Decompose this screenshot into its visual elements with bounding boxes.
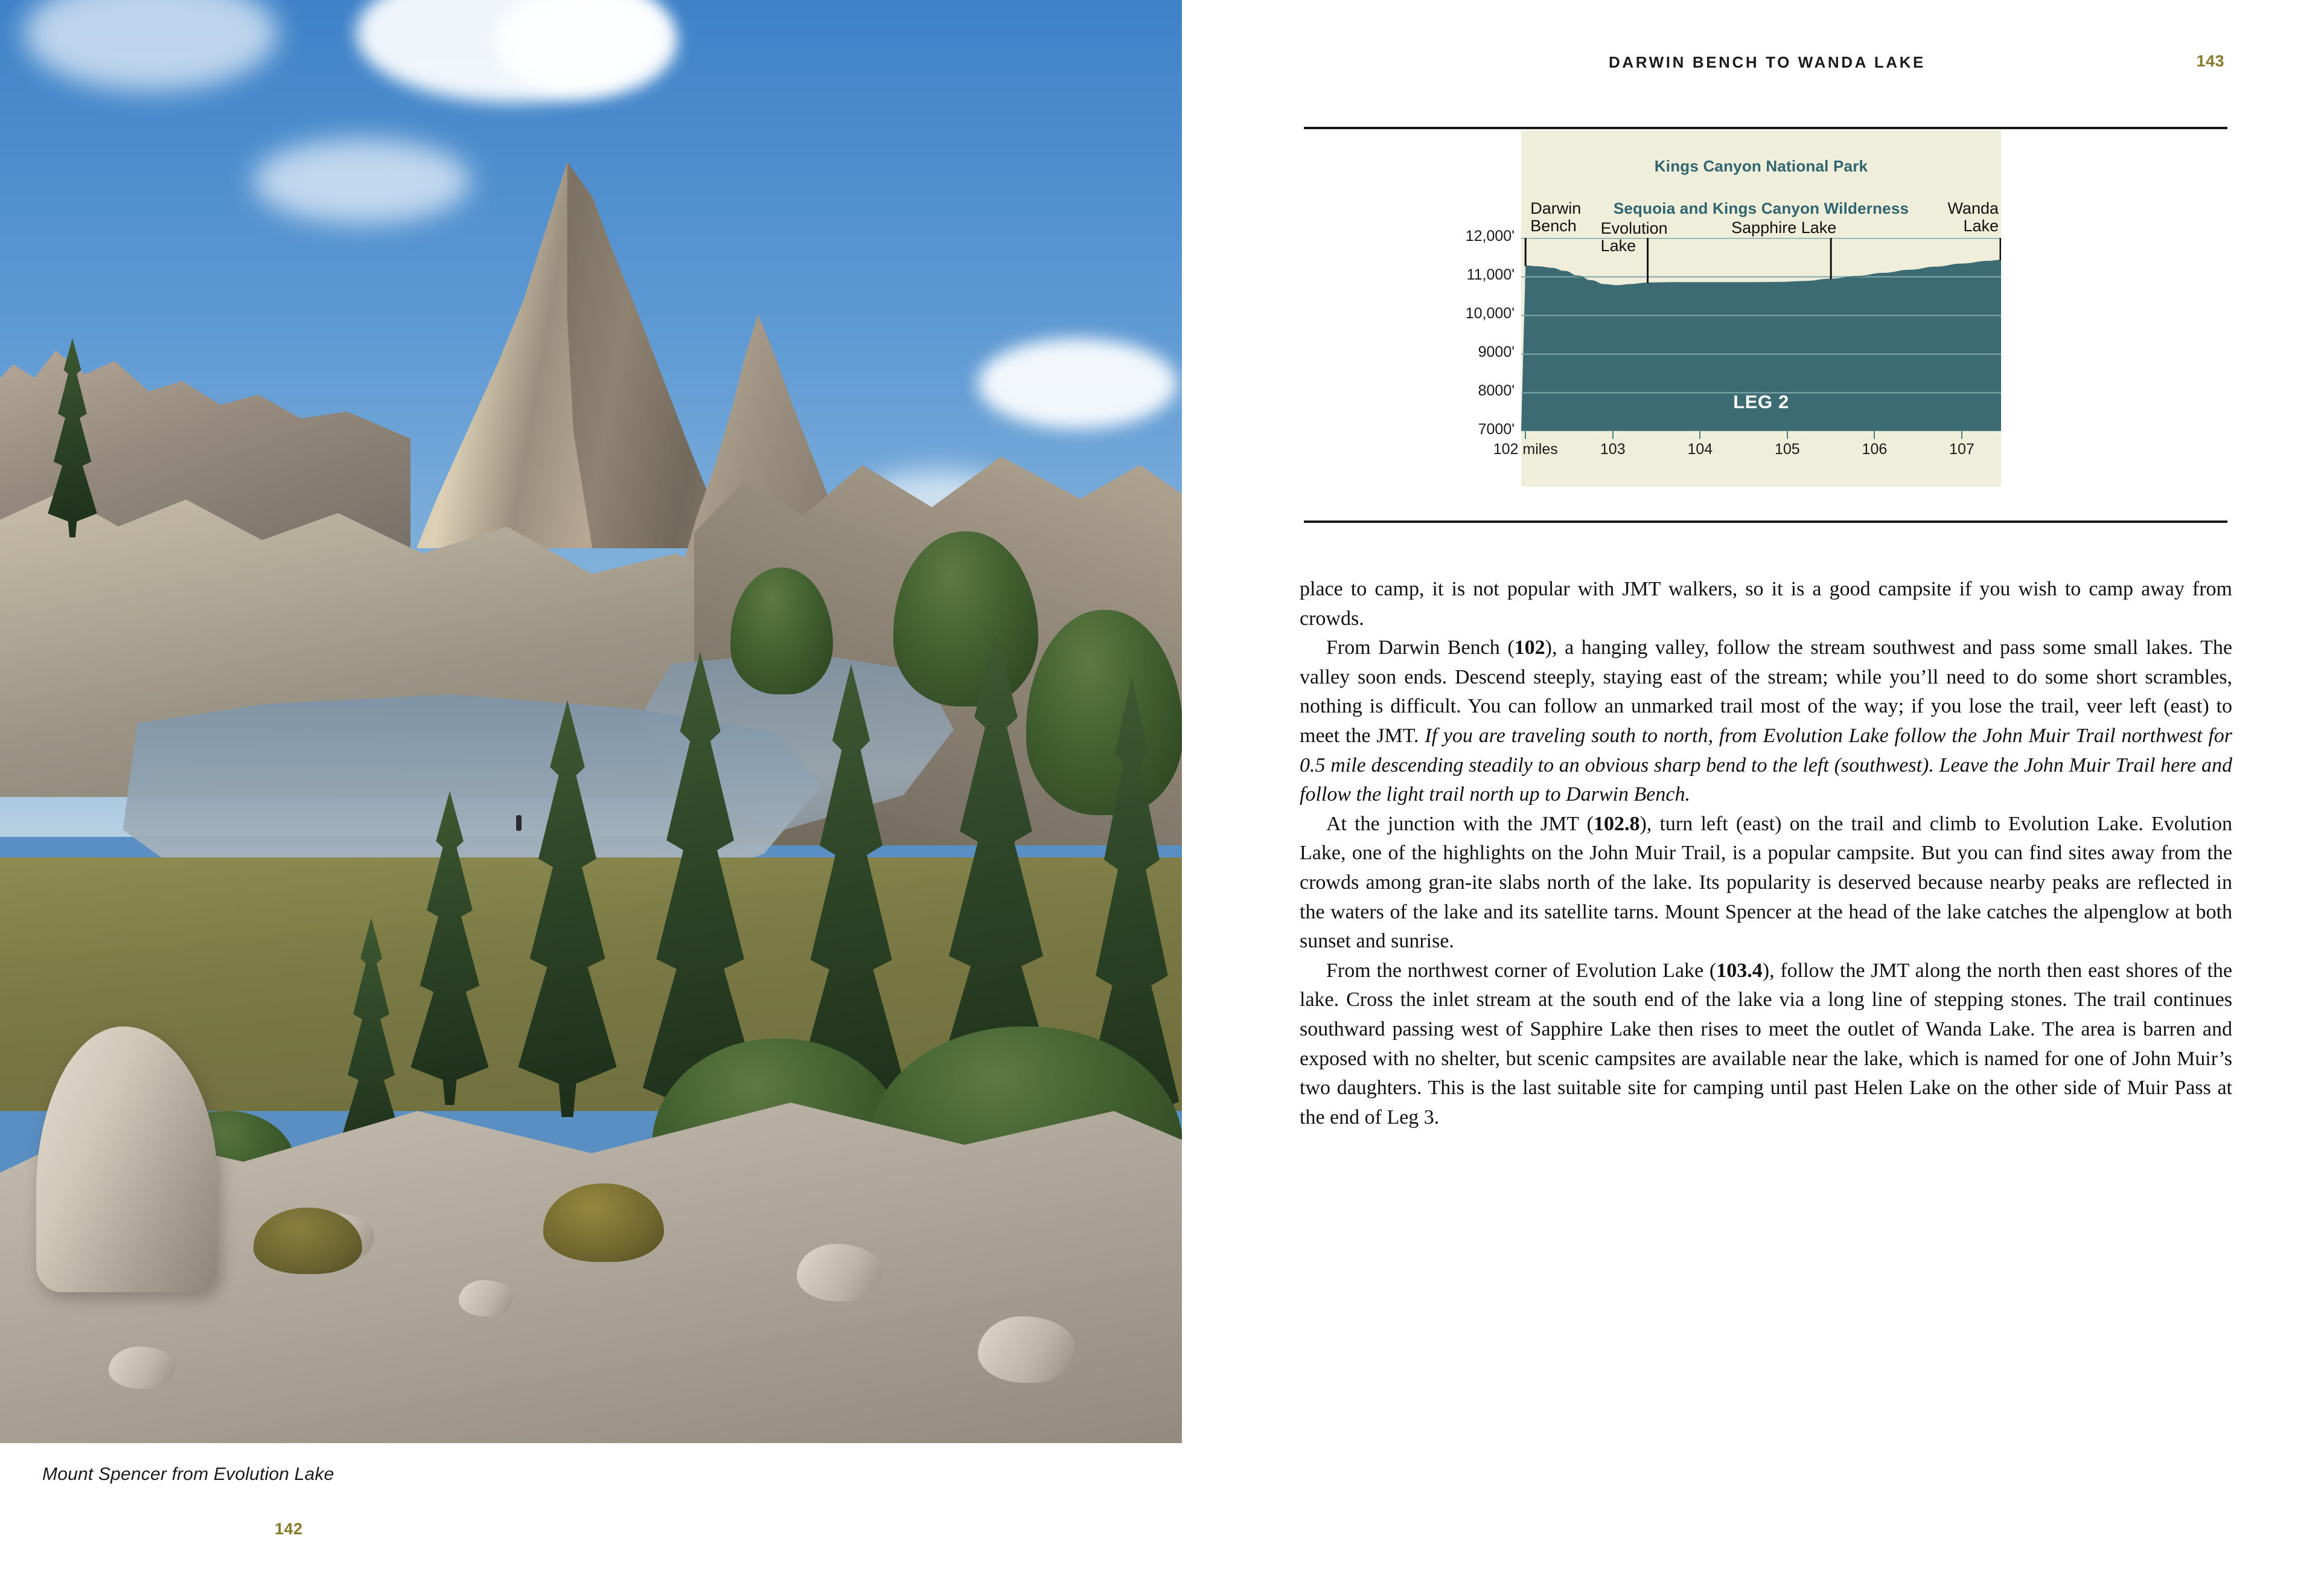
mile-marker-102-8: 102.8 (1593, 812, 1640, 835)
poi-label-darwin-bench: Darwin Bench (1530, 199, 1582, 235)
poi-label-evolution-lake: Evolution Lake (1600, 219, 1668, 255)
y-tick-7000: 7000' (1478, 421, 1515, 438)
p3-body: ), turn left (east) on the trail and climb to Evolution Lake. Evolution Lake, one of the highlights on the John Muir Trail, is a popular campsite. But you can find sites away from the crowds among gran-ite slabs north of the lake. Its popularity is deserved because nearby peaks are reflected in the waters of the lake and its satellite tarns. Mount Spencer at the head of the lake catches the alpenglow at both sunset and sunrise. (1300, 812, 2232, 953)
x-tickmark-103 (1612, 431, 1614, 439)
page-number-right: 143 (2196, 52, 2224, 70)
x-tickmark-104 (1699, 431, 1700, 439)
y-tick-10000: 10,000' (1465, 305, 1515, 322)
x-tick-102: 102 miles (1493, 441, 1558, 458)
x-tick-103: 103 (1600, 441, 1626, 458)
hiker-figure (516, 815, 522, 831)
x-tick-104: 104 (1687, 441, 1713, 458)
chart-title-park: Kings Canyon National Park (1654, 157, 1868, 175)
y-tick-11000: 11,000' (1466, 266, 1515, 283)
x-tickmark-105 (1787, 431, 1788, 439)
rock (797, 1244, 881, 1301)
mile-marker-103-4: 103.4 (1716, 959, 1763, 982)
paragraph-3 (1300, 810, 2232, 956)
x-tick-105: 105 (1775, 441, 1800, 458)
body-text (1300, 575, 2232, 1132)
y-tick-8000: 8000' (1478, 382, 1515, 399)
page-number-left: 142 (275, 1520, 303, 1538)
p1-text: place to camp, it is not popular with JMT walkers, so it is a good campsite if you wish to camp away from crowds. (1300, 578, 2232, 630)
rock (978, 1316, 1074, 1383)
p4-lead: From the northwest corner of Evolution Lake ( (1326, 959, 1717, 982)
p4-body: ), follow the JMT along the north then east shores of the lake. Cross the inlet stream at the south end of the lake via a long line of stepping stones. The trail continues southward passing west of Sapphire Lake then rises to meet the outlet of Wanda Lake. The area is barren and exposed with no shelter, but scenic campsites are available near the lake, which is named for one of John Muir’s two daughters. This is the last suitable site for camping until past Helen Lake on the other side of Muir Pass at the end of Leg 3. (1300, 959, 2232, 1129)
mile-marker-102: 102 (1514, 636, 1545, 659)
x-tick-107: 107 (1949, 441, 1974, 458)
running-head: DARWIN BENCH TO WANDA LAKE (1609, 53, 1926, 71)
x-tick-106: 106 (1862, 441, 1888, 458)
y-tick-12000: 12,000' (1465, 228, 1515, 245)
p2-lead: From Darwin Bench ( (1326, 636, 1515, 659)
photo-caption: Mount Spencer from Evolution Lake (42, 1464, 334, 1484)
x-tickmark-106 (1874, 431, 1875, 439)
cloud-icon (254, 139, 471, 223)
y-tick-9000: 9000' (1478, 344, 1515, 360)
chart-title-wilderness: Sequoia and Kings Canyon Wilderness (1613, 199, 1909, 217)
poi-label-wanda-lake: Wanda Lake (1947, 199, 1999, 235)
p3-lead: At the junction with the JMT ( (1326, 812, 1594, 835)
paragraph-2 (1300, 633, 2232, 810)
p2-body: ), a hanging valley, follow the stream southwest and pass some small lakes. The valley soon ends. Descend steeply, staying east of the stream; while you’ll need to do some short scrambles, nothing is difficult. You can follow an unmarked trail most of the way; if you lose the trail, veer left (east) to meet the JMT. (1300, 636, 2232, 747)
rule-below-chart (1304, 520, 2227, 523)
poi-label-sapphire-lake: Sapphire Lake (1731, 219, 1837, 237)
p2-italic-note: If you are traveling south to north, from Evolution Lake follow the John Muir Trail northwest for 0.5 mile descending steadily to an obvious sharp bend to the left (southwest). Leave the John Muir Trail here and follow the light trail north up to Darwin Bench. (1300, 724, 2232, 806)
rock (459, 1280, 513, 1316)
rule-above-chart (1304, 127, 2227, 129)
x-tickmark-102 (1525, 431, 1526, 439)
leg-badge: LEG 2 (1733, 391, 1789, 412)
paragraph-4 (1300, 956, 2232, 1133)
rock (109, 1346, 175, 1389)
paragraph-1 (1300, 575, 2232, 633)
x-tickmark-107 (1961, 431, 1962, 439)
elevation-profile-chart (1465, 130, 2001, 505)
cloud-icon (978, 338, 1177, 429)
mount-spencer-photo (0, 0, 1182, 1443)
